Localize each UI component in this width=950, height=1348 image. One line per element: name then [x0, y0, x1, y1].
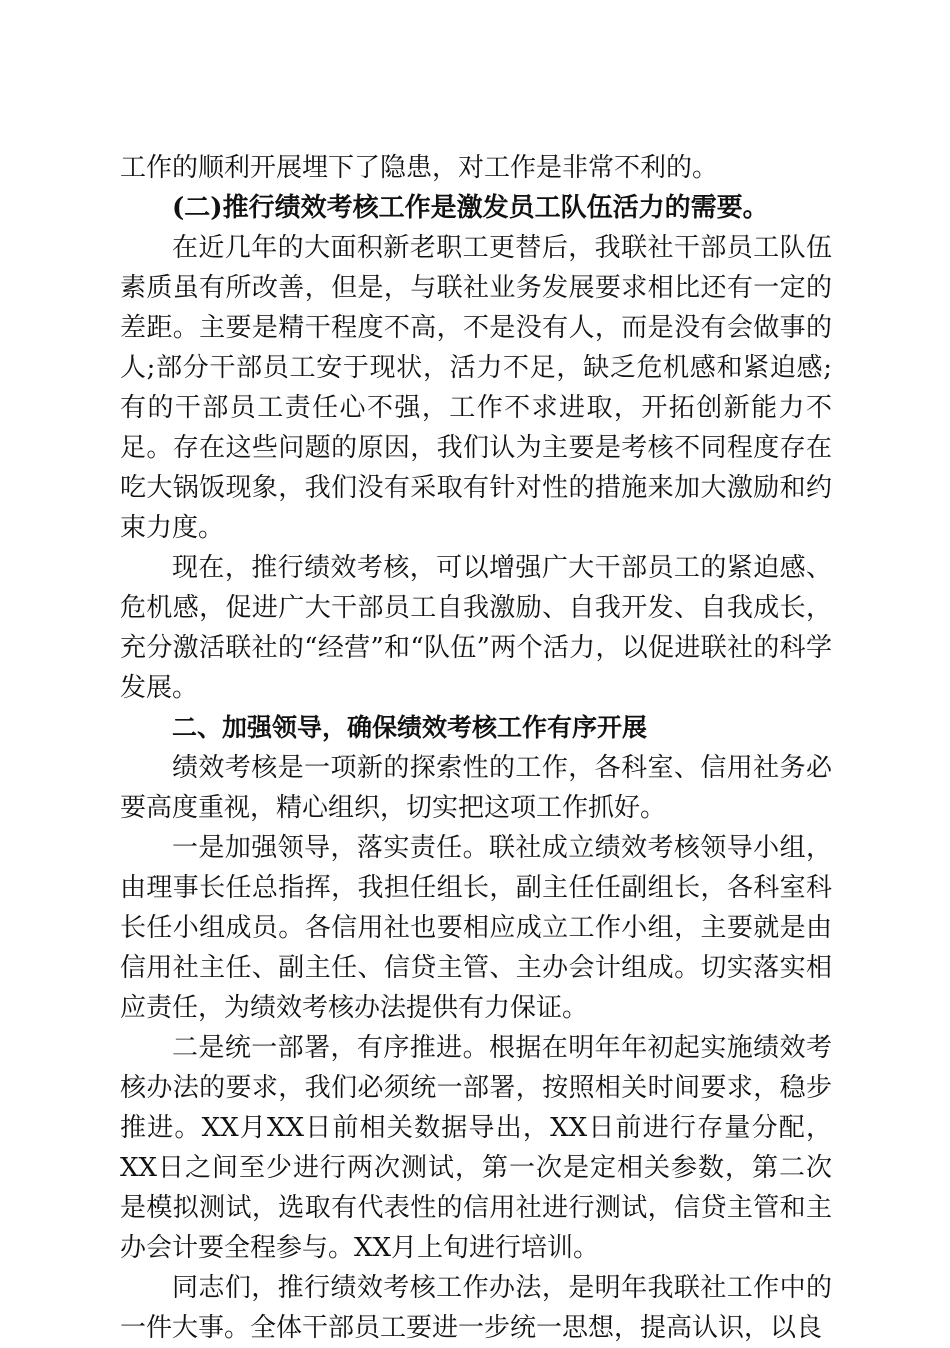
paragraph-performance-benefits: 现在，推行绩效考核，可以增强广大干部员工的紧迫感、危机感，促进广大干部员工自我激励、自我开发、自我成长，充分激活联社的“经营”和“队伍”两个活力，以促进联社的科学发展。: [120, 553, 832, 703]
section-heading-2: 二、加强领导，确保绩效考核工作有序开展: [172, 713, 648, 742]
paragraph-closing: 同志们，推行绩效考核工作办法，是明年我联社工作中的一件大事。全体干部员工要进一步统一思想，提高认识，以良: [120, 1273, 832, 1343]
paragraph-continuation: 工作的顺利开展埋下了隐患，对工作是非常不利的。: [120, 153, 719, 183]
paragraph-leadership: 一是加强领导，落实责任。联社成立绩效考核领导小组，由理事长任总指挥，我担任组长，副主任任副组长，各科室科长任小组成员。各信用社也要相应成立工作小组，主要就是由信用社主任、副主任、信贷主管、主办会计组成。切实落实相应责任，为绩效考核办法提供有力保证。: [120, 833, 832, 1023]
paragraph-staff-quality: 在近几年的大面积新老职工更替后，我联社干部员工队伍素质虽有所改善，但是，与联社业务发展要求相比还有一定的差距。主要是精干程度不高，不是没有人，而是没有会做事的人;部分干部员工安于现状，活力不足，缺乏危机感和紧迫感;有的干部员工责任心不强，工作不求进取，开拓创新能力不足。存在这些问题的原因，我们认为主要是考核不同程度存在吃大锅饭现象，我们没有采取有针对性的措施来加大激励和约束力度。: [120, 233, 832, 543]
section-subheading-2: (二)推行绩效考核工作是激发员工队伍活力的需要。: [172, 193, 769, 223]
paragraph-deployment: 二是统一部署，有序推进。根据在明年年初起实施绩效考核办法的要求，我们必须统一部署，按照相关时间要求，稳步推进。XX月XX日前相关数据导出，XX日前进行存量分配，XX日之间至少进行两次测试，第一次是定相关参数，第二次是模拟测试，选取有代表性的信用社进行测试，信贷主管和主办会计要全程参与。XX月上旬进行培训。: [120, 1033, 832, 1263]
document-body: [120, 148, 832, 1348]
paragraph-importance: 绩效考核是一项新的探索性的工作，各科室、信用社务必要高度重视，精心组织，切实把这项工作抓好。: [120, 753, 832, 823]
